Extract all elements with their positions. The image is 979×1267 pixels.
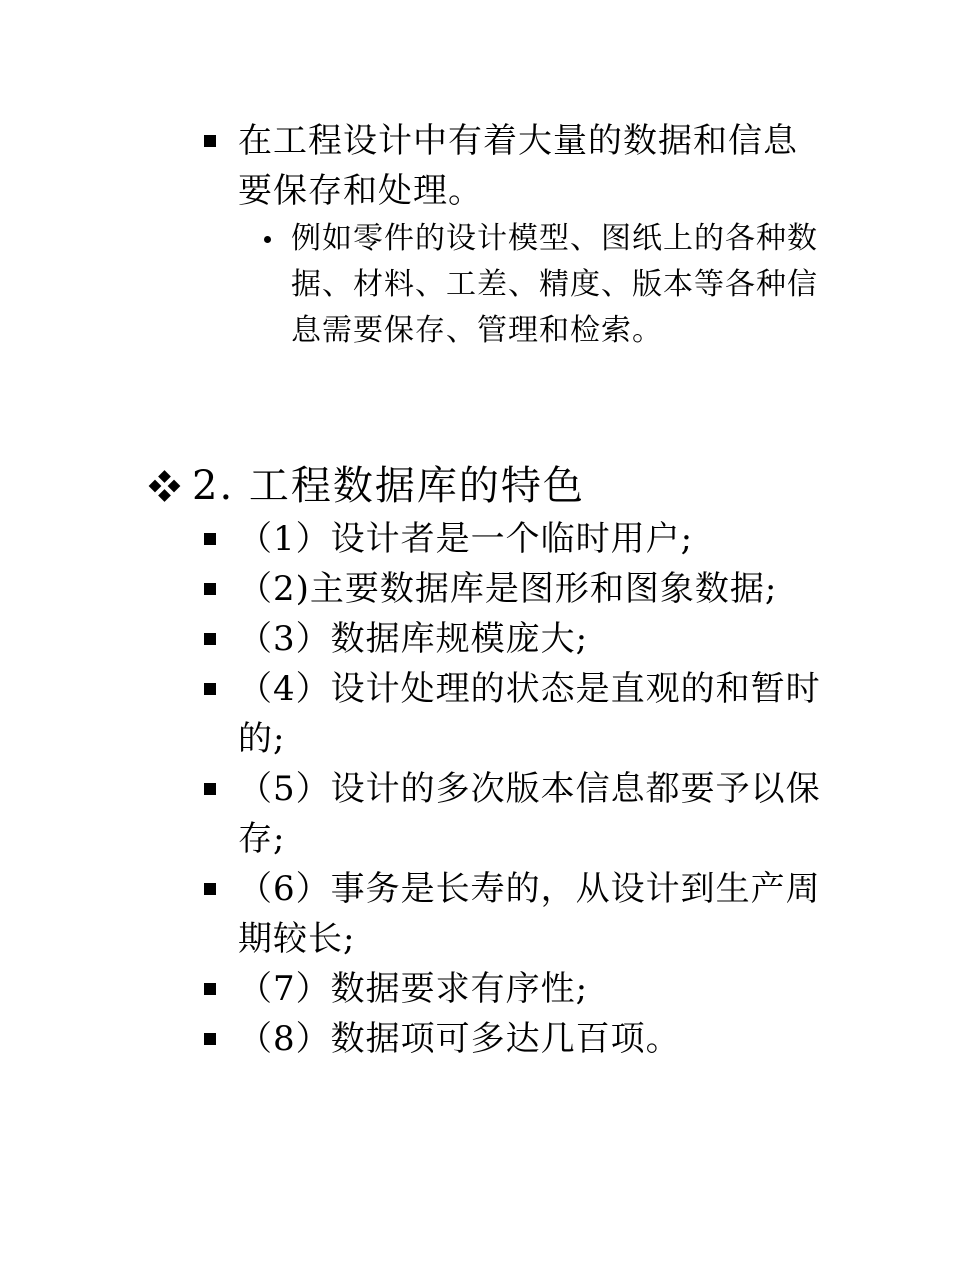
list-item — [204, 514, 834, 564]
list-item-text: （1）设计者是一个临时用户; — [238, 519, 694, 559]
list-item — [204, 564, 834, 614]
square-bullet-icon — [204, 1033, 216, 1045]
square-bullet-icon — [204, 783, 216, 795]
list-item-text: （8）数据项可多达几百项。 — [238, 1019, 681, 1059]
square-bullet-icon — [204, 583, 216, 595]
list-item — [204, 1014, 834, 1064]
section-heading — [148, 458, 585, 514]
list-item — [204, 664, 834, 764]
list-item — [204, 614, 834, 664]
section-heading-text: 2. 工程数据库的特色 — [192, 463, 585, 509]
list-item — [204, 964, 834, 1014]
list-item-text: （7）数据要求有序性; — [238, 969, 589, 1009]
list-item-text: （3）数据库规模庞大; — [238, 619, 589, 659]
list-item-text: （4）设计处理的状态是直观的和暂时的; — [238, 669, 821, 759]
list-item — [204, 764, 834, 864]
intro-bullet — [204, 116, 814, 216]
square-bullet-icon — [204, 135, 216, 147]
square-bullet-icon — [204, 883, 216, 895]
list-item-text: （2)主要数据库是图形和图象数据; — [238, 569, 778, 609]
diamond-bullet-icon — [148, 469, 182, 503]
square-bullet-icon — [204, 983, 216, 995]
list-item-text: （5）设计的多次版本信息都要予以保存; — [238, 769, 821, 859]
square-bullet-icon — [204, 633, 216, 645]
intro-main-text: 在工程设计中有着大量的数据和信息要保存和处理。 — [238, 121, 798, 211]
list-item-text: （6）事务是长寿的，从设计到生产周期较长; — [238, 869, 821, 959]
square-bullet-icon — [204, 683, 216, 695]
square-bullet-icon — [204, 533, 216, 545]
list-item — [204, 864, 834, 964]
dot-bullet-icon — [264, 236, 271, 243]
intro-sub-text: 例如零件的设计模型、图纸上的各种数据、材料、工差、精度、版本等各种信息需要保存、管理和检索。 — [291, 221, 818, 348]
intro-sub-bullet — [264, 216, 834, 354]
